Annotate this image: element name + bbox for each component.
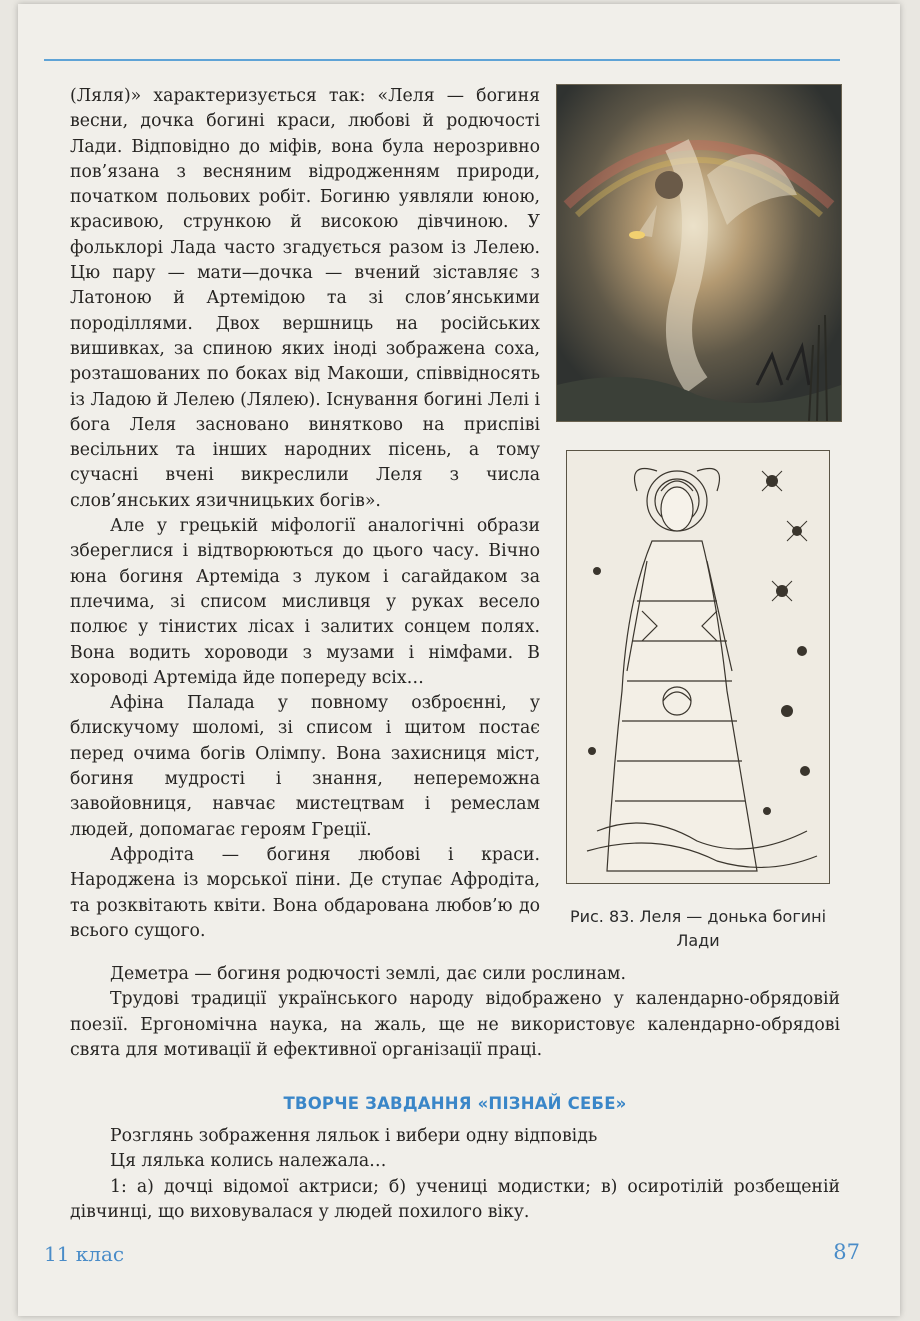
creative-task-text bbox=[70, 1124, 840, 1225]
header-rule bbox=[44, 59, 840, 61]
paragraph: Афіна Палада у повному озброєнні, у блискучому шоломі, зі списом і щитом постає перед очима богів Олімпу. Вона захисниця міст, богиня мудрості і знання, непереможна завойовниця, навчає мистецтвам і ремеслам людей, допомагає героям Греції. bbox=[70, 693, 540, 840]
task-instruction: Розглянь зображення ляльок і вибери одну відповідь bbox=[110, 1126, 598, 1146]
lelia-etching-illustration bbox=[566, 450, 830, 884]
wide-text-block bbox=[70, 962, 840, 1063]
task-prompt: Ця лялька колись належала… bbox=[110, 1151, 387, 1172]
creative-task-heading: ТВОРЧЕ ЗАВДАННЯ «ПІЗНАЙ СЕБЕ» bbox=[283, 1094, 627, 1113]
main-text-column bbox=[70, 84, 540, 944]
page-number: 87 bbox=[833, 1240, 860, 1264]
paragraph: (Ляля)» характеризується так: «Леля — богиня весни, дочка богині краси, любові й родючості Лади. Відповідно до міфів, вона була нерозривно пов’язана з весняним відродженням природи, початком польових робіт. Богиню уявляли юною, красивою, стрункою й високою дівчиною. У фольклорі Лада часто згадується разом із Лелею. Цю пару — мати—дочка — вчений зіставляє з Латоною й Артемідою та зі слов’янськими породіллями. Двох вершниць на російських вишивках, за спиною яких іноді зображена соха, розташованих по боках від Макоши, співвідносять із Ладою й Лелею (Лялею). Існування богині Лелі і бога Леля засновано винятково на приспіві весільних та інших народних пісень, а тому сучасні вчені викреслили Леля з числа слов’янських язичницьких богів». bbox=[70, 86, 540, 511]
painting-illustration bbox=[556, 84, 842, 422]
paragraph: Деметра — богиня родючості землі, дає сили рослинам. bbox=[110, 964, 626, 984]
task-answers: 1: а) дочці відомої актриси; б) учениці модистки; в) осиротілій розбещеній дівчинці, що виховувалася у людей похилого віку. bbox=[70, 1176, 840, 1222]
grade-label: 11 клас bbox=[44, 1242, 125, 1266]
figure-caption: Рис. 83. Леля — донька богині Лади bbox=[569, 907, 827, 950]
paragraph: Але у грецькій міфології аналогічні образи збереглися і відтворюються до цього часу. Вічно юна богиня Артеміда з луком і сагайдаком за плечима, зі списом мисливця у руках весело полює у тінистих лісах і залитих сонцем полях. Вона водить хороводи з музами і німфами. В хороводі Артеміда йде попереду всіх… bbox=[70, 516, 540, 688]
paragraph: Афродіта — богиня любові і краси. Народжена із морської піни. Де ступає Афродіта, та розквітають квіти. Вона обдарована любов’ю до всього сущого. bbox=[70, 844, 540, 941]
paragraph: Трудові традиції українського народу відображено у календарно-обрядовій поезії. Ергономічна наука, на жаль, ще не використовує календарно-обрядові свята для мотивації й ефективної організації праці. bbox=[70, 989, 840, 1060]
